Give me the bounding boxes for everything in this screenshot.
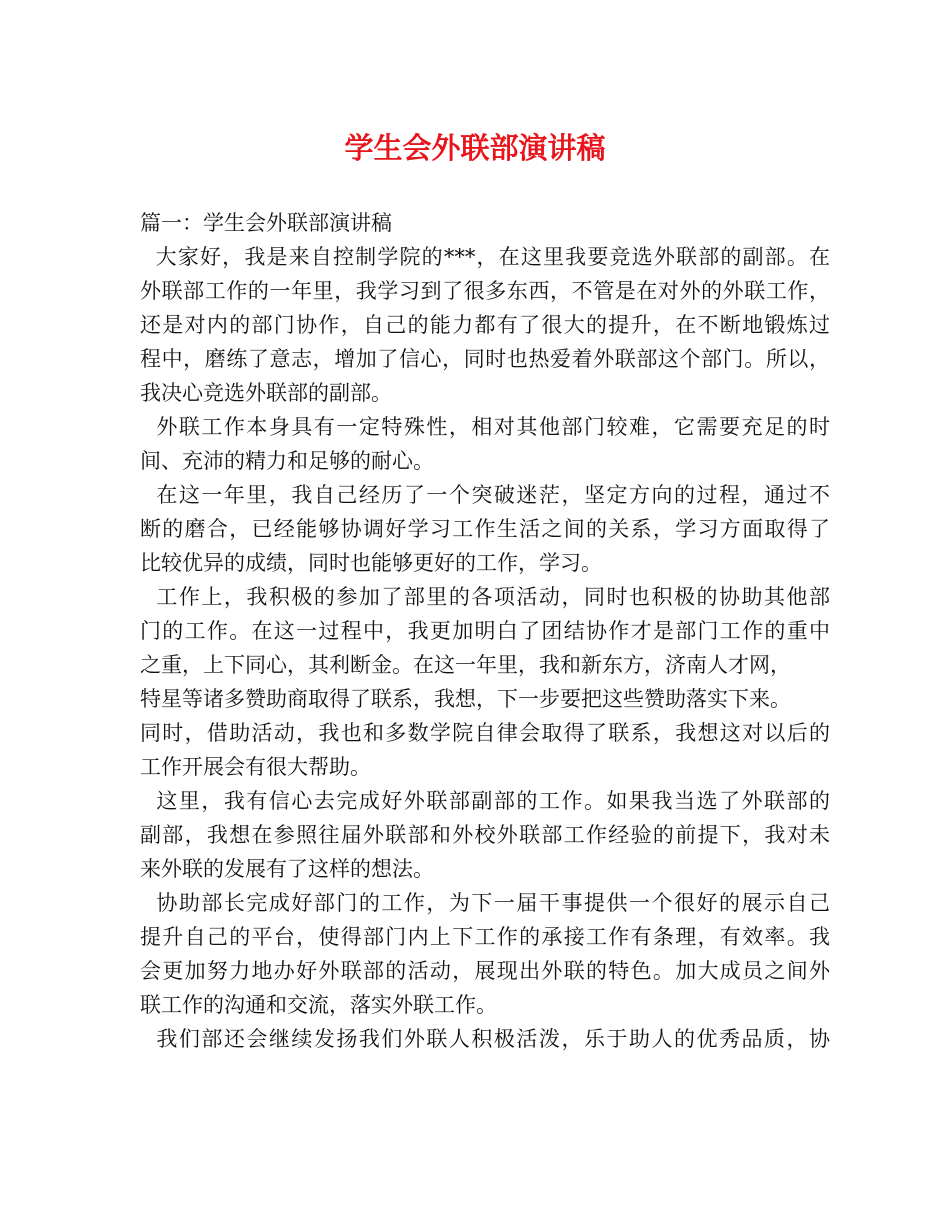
text-line: 门的工作。在这一过程中，我更加明白了团结协作才是部门工作的重中 xyxy=(140,619,830,643)
text-line: 副部，我想在参照往届外联部和外校外联部工作经验的前提下，我对未 xyxy=(140,823,830,847)
text-line: 大家好，我是来自控制学院的***，在这里我要竞选外联部的副部。在 xyxy=(140,245,830,269)
text-line: 来外联的发展有了这样的想法。 xyxy=(140,857,434,881)
document-title: 学生会外联部演讲稿 xyxy=(344,131,606,165)
text-line: 间、充沛的精力和足够的耐心。 xyxy=(140,449,434,473)
text-line: 工作上，我积极的参加了部里的各项活动，同时也积极的协助其他部 xyxy=(140,585,830,609)
text-line: 程中，磨练了意志，增加了信心，同时也热爱着外联部这个部门。所以， xyxy=(140,347,830,371)
text-line: 之重，上下同心，其利断金。在这一年里，我和新东方，济南人才网， xyxy=(140,653,791,677)
text-line: 断的磨合，已经能够协调好学习工作生活之间的关系，学习方面取得了 xyxy=(140,517,830,541)
text-line: 会更加努力地办好外联部的活动，展现出外联的特色。加大成员之间外 xyxy=(140,959,830,983)
text-line: 联工作的沟通和交流，落实外联工作。 xyxy=(140,993,497,1017)
text-line: 外联工作本身具有一定特殊性，相对其他部门较难，它需要充足的时 xyxy=(140,415,830,439)
document-body xyxy=(140,206,830,1056)
text-line: 提升自己的平台，使得部门内上下工作的承接工作有条理，有效率。我 xyxy=(140,925,830,949)
text-line: 特星等诸多赞助商取得了联系，我想，下一步要把这些赞助落实下来。 xyxy=(140,687,791,711)
text-line: 在这一年里，我自己经历了一个突破迷茫，坚定方向的过程，通过不 xyxy=(140,483,830,507)
text-line: 篇一：学生会外联部演讲稿 xyxy=(140,211,392,235)
text-line: 我们部还会继续发扬我们外联人积极活泼，乐于助人的优秀品质，协 xyxy=(140,1027,830,1051)
text-line: 比较优异的成绩，同时也能够更好的工作，学习。 xyxy=(140,551,602,575)
text-line: 协助部长完成好部门的工作，为下一届干事提供一个很好的展示自己 xyxy=(140,891,830,915)
text-line: 外联部工作的一年里，我学习到了很多东西，不管是在对外的外联工作， xyxy=(140,279,830,303)
text-line: 工作开展会有很大帮助。 xyxy=(140,755,371,779)
text-line: 同时，借助活动，我也和多数学院自律会取得了联系，我想这对以后的 xyxy=(140,721,830,745)
text-line: 还是对内的部门协作，自己的能力都有了很大的提升，在不断地锻炼过 xyxy=(140,313,830,337)
text-line: 我决心竞选外联部的副部。 xyxy=(140,381,392,405)
text-line: 这里，我有信心去完成好外联部副部的工作。如果我当选了外联部的 xyxy=(140,789,830,813)
